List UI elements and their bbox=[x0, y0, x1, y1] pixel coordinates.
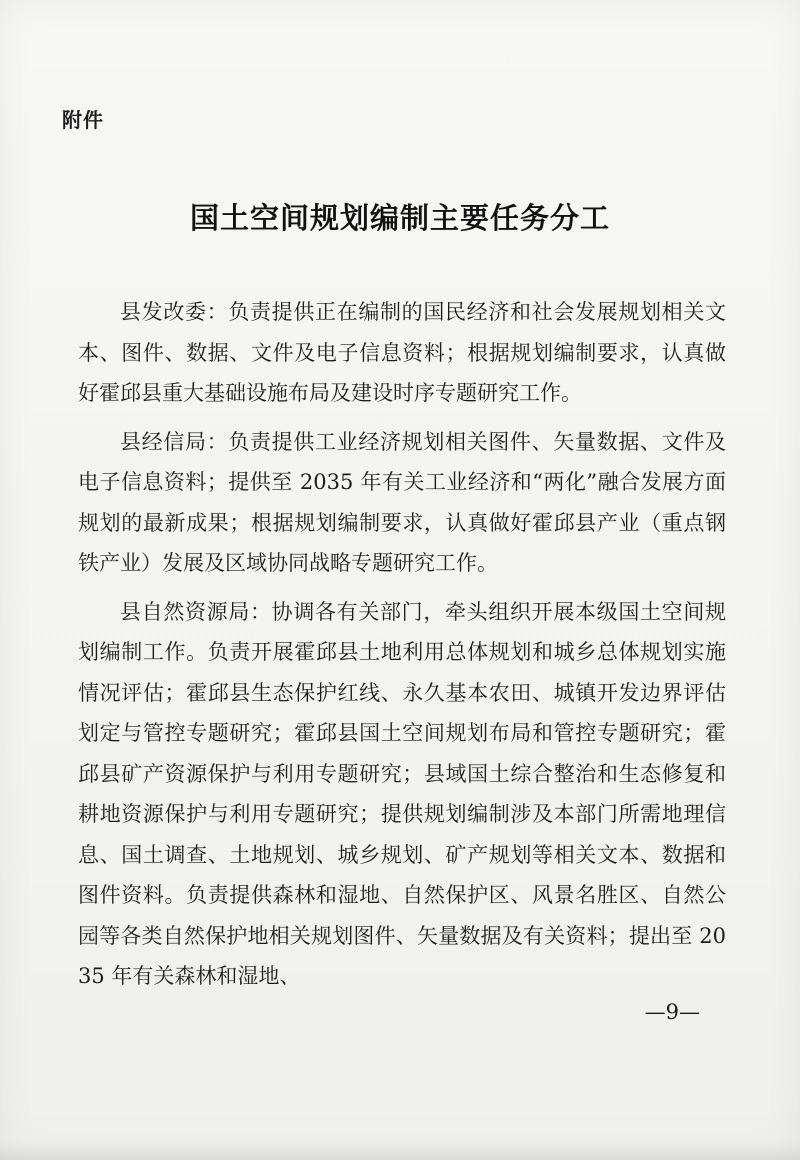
paragraph-economy-information: 县经信局：负责提供工业经济规划相关图件、矢量数据、文件及电子信息资料；提供至 2035 年有关工业经济和“两化”融合发展方面规划的最新成果；根据规划编制要求，认真做好霍邱县产业（重点钢铁产业）发展及区域协同战略专题研究工作。 bbox=[78, 429, 726, 575]
document-body bbox=[78, 292, 726, 1005]
paragraph-natural-resources: 县自然资源局：协调各有关部门，牵头组织开展本级国土空间规划编制工作。负责开展霍邱县土地利用总体规划和城乡总体规划实施情况评估；霍邱县生态保护红线、永久基本农田、城镇开发边界评估划定与管控专题研究；霍邱县国土空间规划布局和管控专题研究；霍邱县矿产资源保护与利用专题研究；县域国土综合整治和生态修复和耕地资源保护与利用专题研究；提供规划编制涉及本部门所需地理信息、国土调查、土地规划、城乡规划、矿产规划等相关文本、数据和图件资料。负责提供森林和湿地、自然保护区、风景名胜区、自然公园等各类自然保护地相关规划图件、矢量数据及有关资料；提出至 2035 年有关森林和湿地、 bbox=[78, 599, 726, 988]
attachment-label: 附件 bbox=[62, 108, 104, 132]
paragraph-development-reform: 县发改委：负责提供正在编制的国民经济和社会发展规划相关文本、图件、数据、文件及电子信息资料；根据规划编制要求，认真做好霍邱县重大基础设施布局及建设时序专题研究工作。 bbox=[78, 300, 726, 405]
page-number: —9— bbox=[644, 1000, 700, 1024]
scan-edge-shadow bbox=[0, 1142, 800, 1160]
document-title: 国土空间规划编制主要任务分工 bbox=[189, 201, 610, 235]
